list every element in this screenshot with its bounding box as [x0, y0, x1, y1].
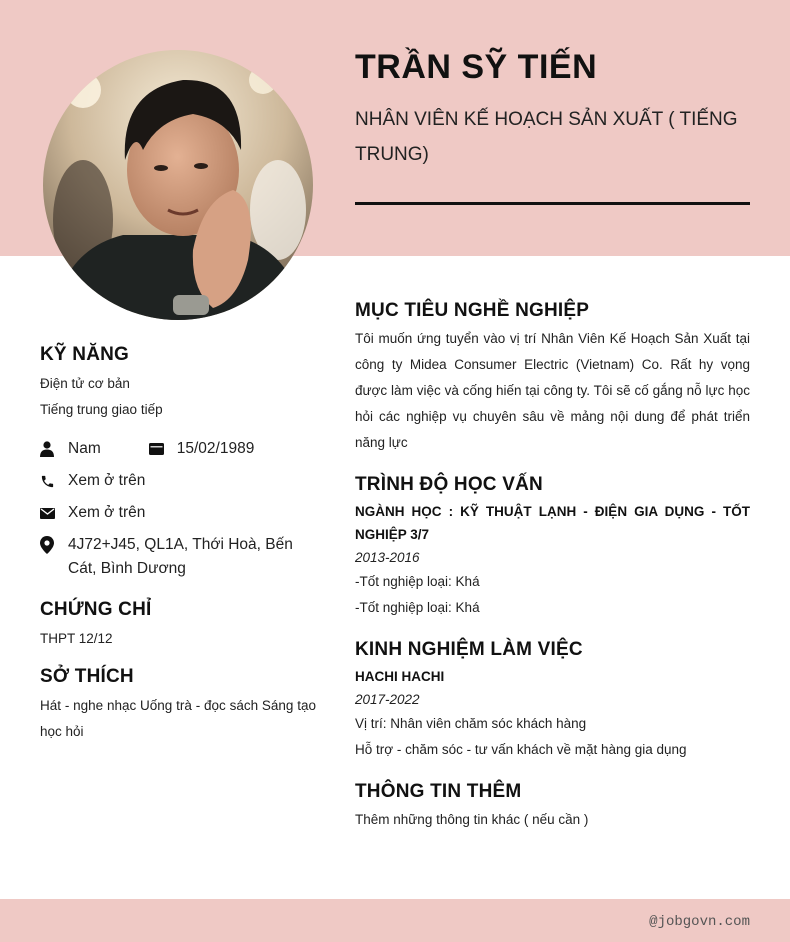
- objective-text: Tôi muốn ứng tuyển vào vị trí Nhân Viên Kế Hoạch Sản Xuất tại công ty Midea Consumer Electric (Vietnam) Co. Rất hy vọng được làm việc và cống hiến tại công ty. Tôi sẽ cố gắng nỗ lực học hỏi các nghiệp vụ chuyên sâu về mảng nội dung để phát triển năng lực: [355, 331, 750, 450]
- hobbies-text: Hát - nghe nhạc Uống trà - đọc sách Sáng tạo học hỏi: [40, 698, 316, 739]
- mail-icon: [40, 501, 68, 525]
- education-period: 2013-2016: [355, 550, 420, 565]
- email-value: Xem ở trên: [68, 504, 146, 521]
- experience-section: [355, 639, 750, 763]
- candidate-name: TRẦN SỸ TIẾN: [355, 48, 598, 86]
- experience-heading: KINH NGHIỆM LÀM VIỆC: [355, 639, 583, 660]
- extra-info-section: [355, 781, 750, 833]
- skills-list: [40, 371, 316, 423]
- birthday-value: 15/02/1989: [176, 440, 255, 457]
- phone-icon: [40, 469, 68, 493]
- experience-company: HACHI HACHI: [355, 669, 445, 684]
- footer-watermark: @jobgovn.com: [649, 914, 750, 930]
- certificates-text: THPT 12/12: [40, 631, 113, 646]
- education-line: -Tốt nghiệp loại: Khá: [355, 574, 480, 589]
- experience-period: 2017-2022: [355, 692, 420, 707]
- calendar-icon: [149, 437, 177, 461]
- person-icon: [40, 437, 68, 461]
- contact-row-phone: [40, 469, 316, 493]
- skill-item: Tiếng trung giao tiếp: [40, 402, 163, 417]
- education-section: [355, 474, 750, 621]
- contact-row-address: [40, 533, 316, 581]
- skills-heading: KỸ NĂNG: [40, 344, 130, 365]
- contact-row-email: [40, 501, 316, 525]
- map-pin-icon: [40, 533, 68, 557]
- candidate-position: NHÂN VIÊN KẾ HOẠCH SẢN XUẤT ( TIẾNG TRUNG): [355, 109, 738, 165]
- address-value: 4J72+J45, QL1A, Thới Hoà, Bến Cát, Bình Dương: [68, 536, 293, 577]
- education-line: -Tốt nghiệp loại: Khá: [355, 600, 480, 615]
- certificates-heading: CHỨNG CHỈ: [40, 599, 152, 620]
- profile-photo-image: [43, 50, 313, 320]
- skills-section: [40, 344, 316, 423]
- phone-value: Xem ở trên: [68, 472, 146, 489]
- contact-row-gender-birthday: [40, 437, 316, 461]
- hobbies-section: [40, 666, 316, 745]
- education-heading: TRÌNH ĐỘ HỌC VẤN: [355, 474, 543, 495]
- skill-item: Điện tử cơ bản: [40, 376, 130, 391]
- gender-value: Nam: [68, 440, 101, 457]
- header-divider: [355, 202, 750, 205]
- education-title: NGÀNH HỌC : KỸ THUẬT LẠNH - ĐIỆN GIA DỤNG - TỐT NGHIỆP 3/7: [355, 504, 750, 542]
- left-column: [40, 344, 316, 759]
- contact-info: [40, 437, 316, 581]
- experience-line: Vị trí: Nhân viên chăm sóc khách hàng: [355, 716, 587, 731]
- right-column: [355, 300, 750, 851]
- certificates-section: [40, 599, 316, 652]
- extra-info-heading: THÔNG TIN THÊM: [355, 781, 522, 802]
- objective-heading: MỤC TIÊU NGHỀ NGHIỆP: [355, 300, 590, 321]
- experience-line: Hỗ trợ - chăm sóc - tư vấn khách về mặt hàng gia dụng: [355, 742, 687, 757]
- objective-section: [355, 300, 750, 456]
- profile-photo: [43, 50, 313, 320]
- extra-info-text: Thêm những thông tin khác ( nếu cần ): [355, 812, 589, 827]
- hobbies-heading: SỞ THÍCH: [40, 666, 134, 687]
